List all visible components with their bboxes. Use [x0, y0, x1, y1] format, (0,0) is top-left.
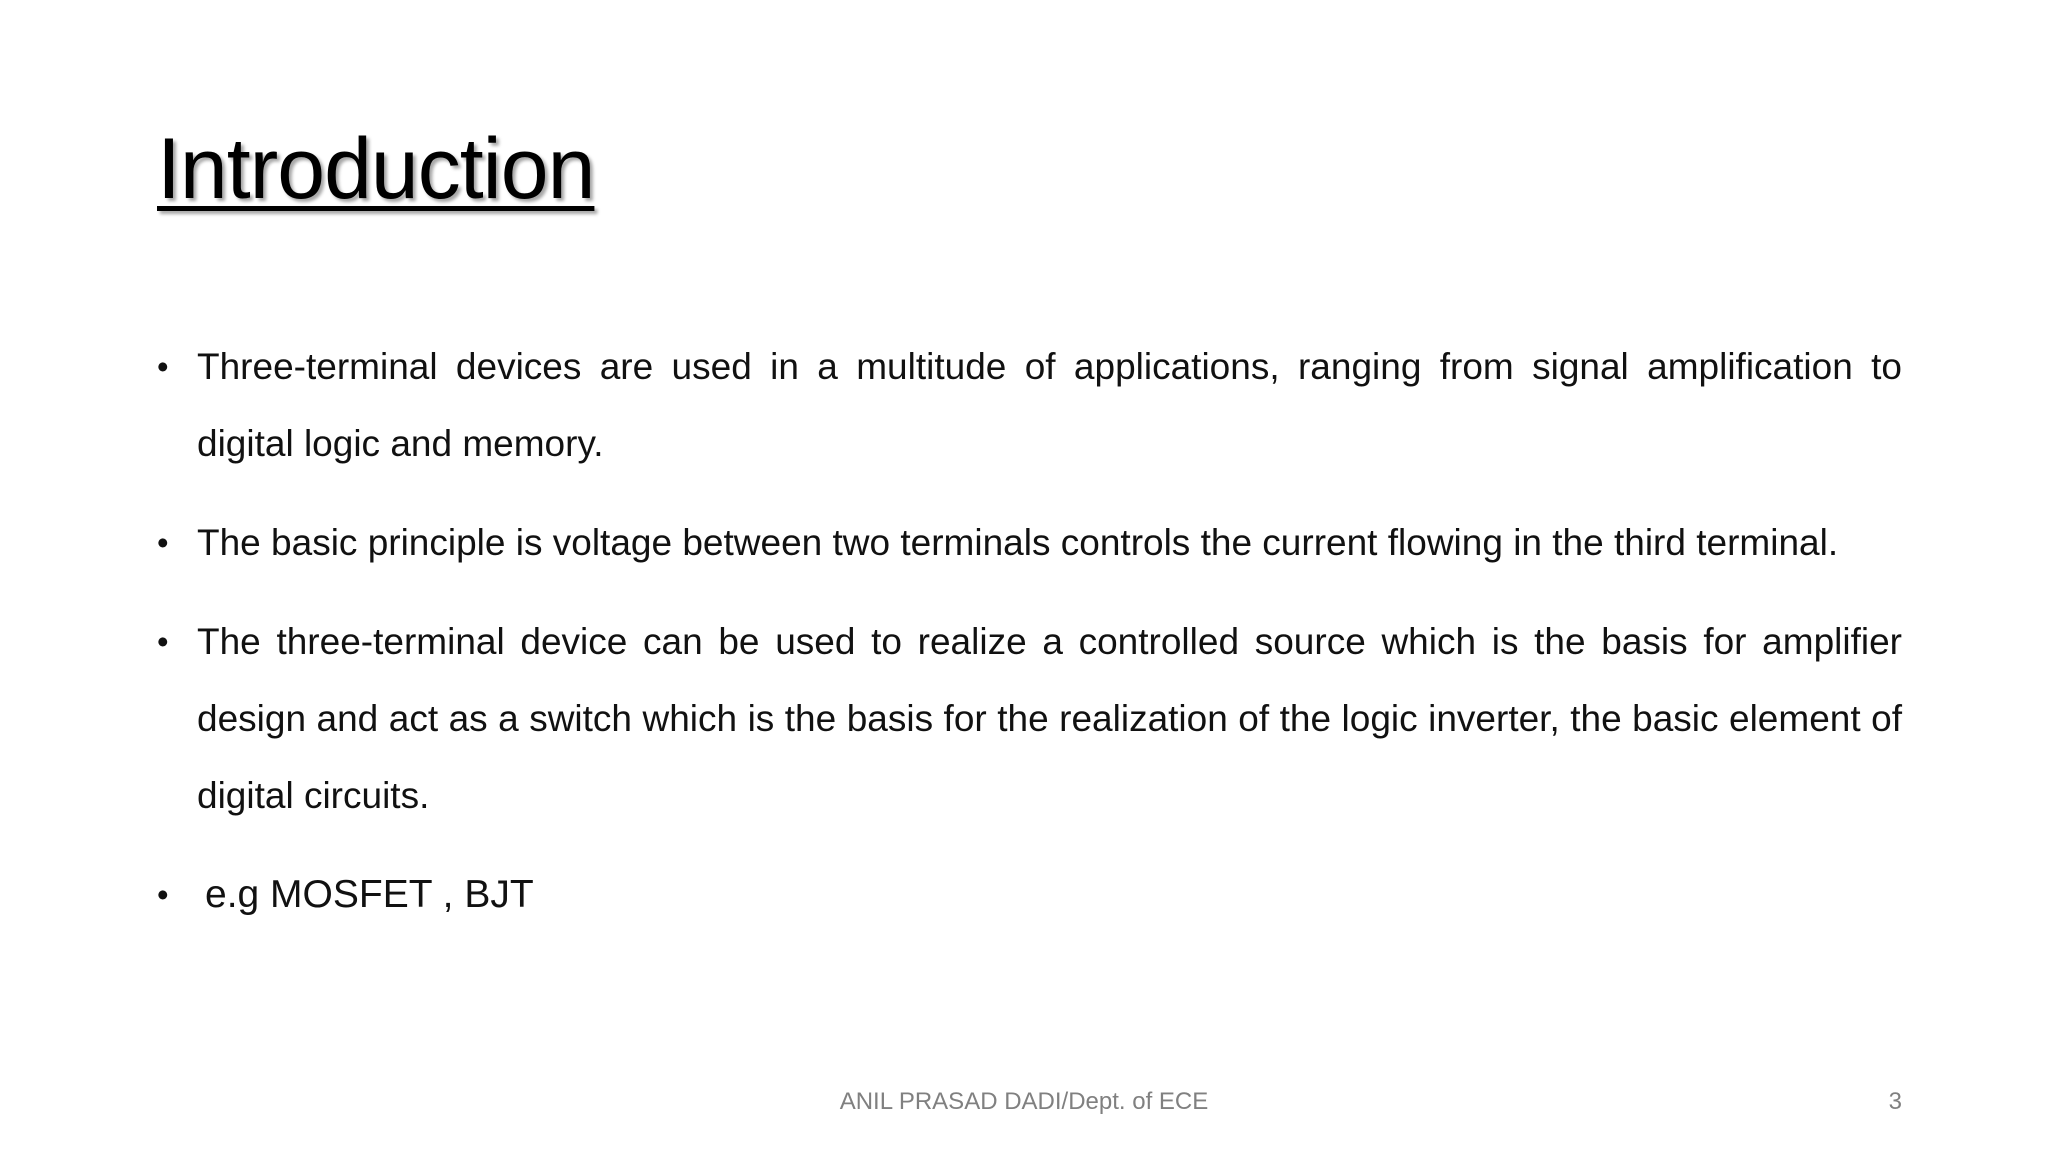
bullet-text: The three-terminal device can be used to realize a controlled source which is the basis for amplifier design and act as a switch which is the basis for the realization of the logic inverter, the basic element of digital circuits. — [197, 621, 1902, 816]
bullet-icon: • — [157, 524, 169, 561]
bullet-icon: • — [157, 623, 169, 660]
bullet-text: e.g MOSFET , BJT — [205, 873, 534, 916]
bullet-item — [157, 504, 1902, 581]
bullet-text: The basic principle is voltage between two terminals controls the current flowing in the third terminal. — [197, 522, 1839, 563]
slide-title: Introduction — [157, 121, 595, 217]
bullet-text: Three-terminal devices are used in a multitude of applications, ranging from signal amplification to digital logic and memory. — [197, 346, 1902, 464]
bullet-icon: • — [157, 348, 169, 385]
bullet-icon: • — [157, 876, 169, 913]
bullet-item — [157, 328, 1902, 482]
bullet-item — [157, 856, 1902, 933]
slide-footer: ANIL PRASAD DADI/Dept. of ECE — [839, 1088, 1209, 1115]
page-number: 3 — [1888, 1088, 1902, 1115]
bullet-item — [157, 603, 1902, 834]
bullet-list — [157, 328, 1902, 955]
